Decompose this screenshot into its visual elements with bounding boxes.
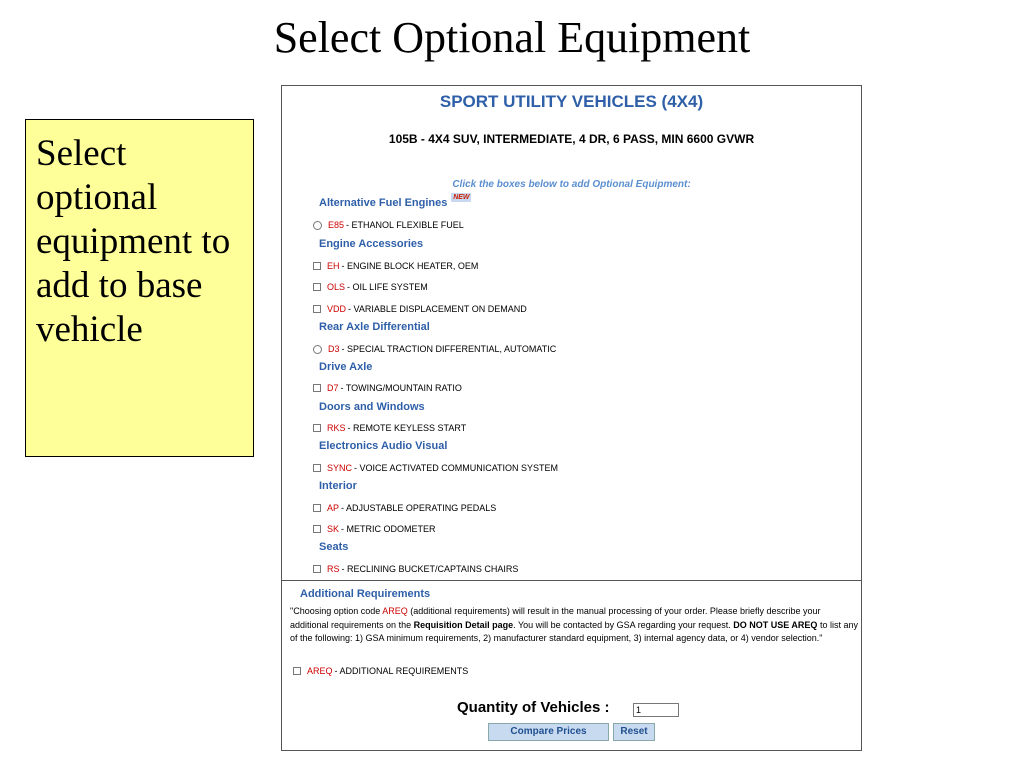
category-engine-accessories: Engine Accessories bbox=[319, 238, 424, 250]
option-code: OLS bbox=[327, 282, 346, 292]
compare-prices-button[interactable]: Compare Prices bbox=[488, 723, 609, 741]
option-desc: - REMOTE KEYLESS START bbox=[347, 423, 467, 433]
option-code: D7 bbox=[327, 383, 339, 393]
category-alternative-fuel-engines bbox=[319, 194, 471, 209]
option-sk[interactable] bbox=[313, 524, 436, 534]
option-desc: - ADDITIONAL REQUIREMENTS bbox=[334, 666, 469, 676]
option-checkbox[interactable] bbox=[313, 384, 321, 392]
option-code: RS bbox=[327, 564, 340, 574]
quantity-input[interactable]: 1 bbox=[633, 703, 679, 717]
option-code: EH bbox=[327, 261, 340, 271]
option-checkbox[interactable] bbox=[313, 464, 321, 472]
category-interior: Interior bbox=[319, 480, 357, 492]
option-code: SYNC bbox=[327, 463, 353, 473]
option-checkbox[interactable] bbox=[293, 667, 301, 675]
option-radio[interactable] bbox=[313, 221, 322, 230]
option-code: D3 bbox=[328, 344, 340, 354]
section-divider bbox=[282, 580, 861, 581]
option-d3[interactable] bbox=[313, 344, 556, 354]
vehicle-category-title: SPORT UTILITY VEHICLES (4X4) bbox=[439, 92, 704, 111]
option-rks[interactable] bbox=[313, 423, 466, 433]
option-desc: - METRIC ODOMETER bbox=[341, 524, 436, 534]
option-rs[interactable] bbox=[313, 564, 518, 574]
additional-requirements-title: Additional Requirements bbox=[300, 588, 431, 600]
option-checkbox[interactable] bbox=[313, 262, 321, 270]
option-code: AP bbox=[327, 503, 340, 513]
option-vdd[interactable] bbox=[313, 304, 527, 314]
slide-title: Select Optional Equipment bbox=[273, 13, 751, 62]
option-areq[interactable] bbox=[293, 666, 468, 676]
category-drive-axle: Drive Axle bbox=[319, 361, 373, 373]
option-desc: - RECLINING BUCKET/CAPTAINS CHAIRS bbox=[341, 564, 519, 574]
option-desc: - ETHANOL FLEXIBLE FUEL bbox=[346, 220, 464, 230]
category-electronics-audio-visual: Electronics Audio Visual bbox=[319, 440, 448, 452]
option-ap[interactable] bbox=[313, 503, 496, 513]
option-checkbox[interactable] bbox=[313, 504, 321, 512]
option-checkbox[interactable] bbox=[313, 565, 321, 573]
option-code: AREQ bbox=[307, 666, 333, 676]
category-seats: Seats bbox=[319, 541, 349, 553]
option-ols[interactable] bbox=[313, 282, 428, 292]
vehicle-subtitle: 105B - 4X4 SUV, INTERMEDIATE, 4 DR, 6 PASS, MIN 6600 GVWR bbox=[388, 132, 755, 146]
option-desc: - ADJUSTABLE OPERATING PEDALS bbox=[341, 503, 497, 513]
option-desc: - VOICE ACTIVATED COMMUNICATION SYSTEM bbox=[354, 463, 559, 473]
category-doors-and-windows: Doors and Windows bbox=[319, 401, 425, 413]
option-d7[interactable] bbox=[313, 383, 462, 393]
option-checkbox[interactable] bbox=[313, 283, 321, 291]
option-checkbox[interactable] bbox=[313, 424, 321, 432]
option-checkbox[interactable] bbox=[313, 525, 321, 533]
option-desc: - TOWING/MOUNTAIN RATIO bbox=[340, 383, 462, 393]
category-rear-axle-differential: Rear Axle Differential bbox=[319, 321, 430, 333]
option-radio[interactable] bbox=[313, 345, 322, 354]
option-desc: - VARIABLE DISPLACEMENT ON DEMAND bbox=[348, 304, 527, 314]
reset-button[interactable]: Reset bbox=[613, 723, 655, 741]
option-code: RKS bbox=[327, 423, 346, 433]
quantity-label: Quantity of Vehicles : bbox=[457, 699, 610, 716]
option-desc: - ENGINE BLOCK HEATER, OEM bbox=[341, 261, 479, 271]
option-code: VDD bbox=[327, 304, 347, 314]
callout-note: Select optional equipment to add to base vehicle bbox=[25, 119, 254, 457]
option-desc: - SPECIAL TRACTION DIFFERENTIAL, AUTOMATIC bbox=[341, 344, 557, 354]
option-eh[interactable] bbox=[313, 261, 478, 271]
new-badge-icon: NEW bbox=[453, 194, 470, 201]
category-label: Alternative Fuel Engines bbox=[319, 197, 448, 209]
equipment-panel bbox=[281, 85, 862, 751]
instruction-text: Click the boxes below to add Optional Equipment: bbox=[452, 179, 691, 190]
option-code: SK bbox=[327, 524, 340, 534]
option-desc: - OIL LIFE SYSTEM bbox=[347, 282, 428, 292]
additional-requirements-text: "Choosing option code AREQ (additional requirements) will result in the manual processing of your order. Please briefly describe your additional requirements on the Requisition Detail page. You will be contacted by GSA regarding your request. DO NOT USE AREQ to list any of the following: 1) GSA minimum requirements, 2) manufacturer standard equipment, 3) internal agency data, or 4) vendor selection." bbox=[290, 606, 858, 643]
option-code: E85 bbox=[328, 220, 345, 230]
option-sync[interactable] bbox=[313, 463, 558, 473]
option-e85[interactable] bbox=[313, 220, 464, 230]
option-checkbox[interactable] bbox=[313, 305, 321, 313]
